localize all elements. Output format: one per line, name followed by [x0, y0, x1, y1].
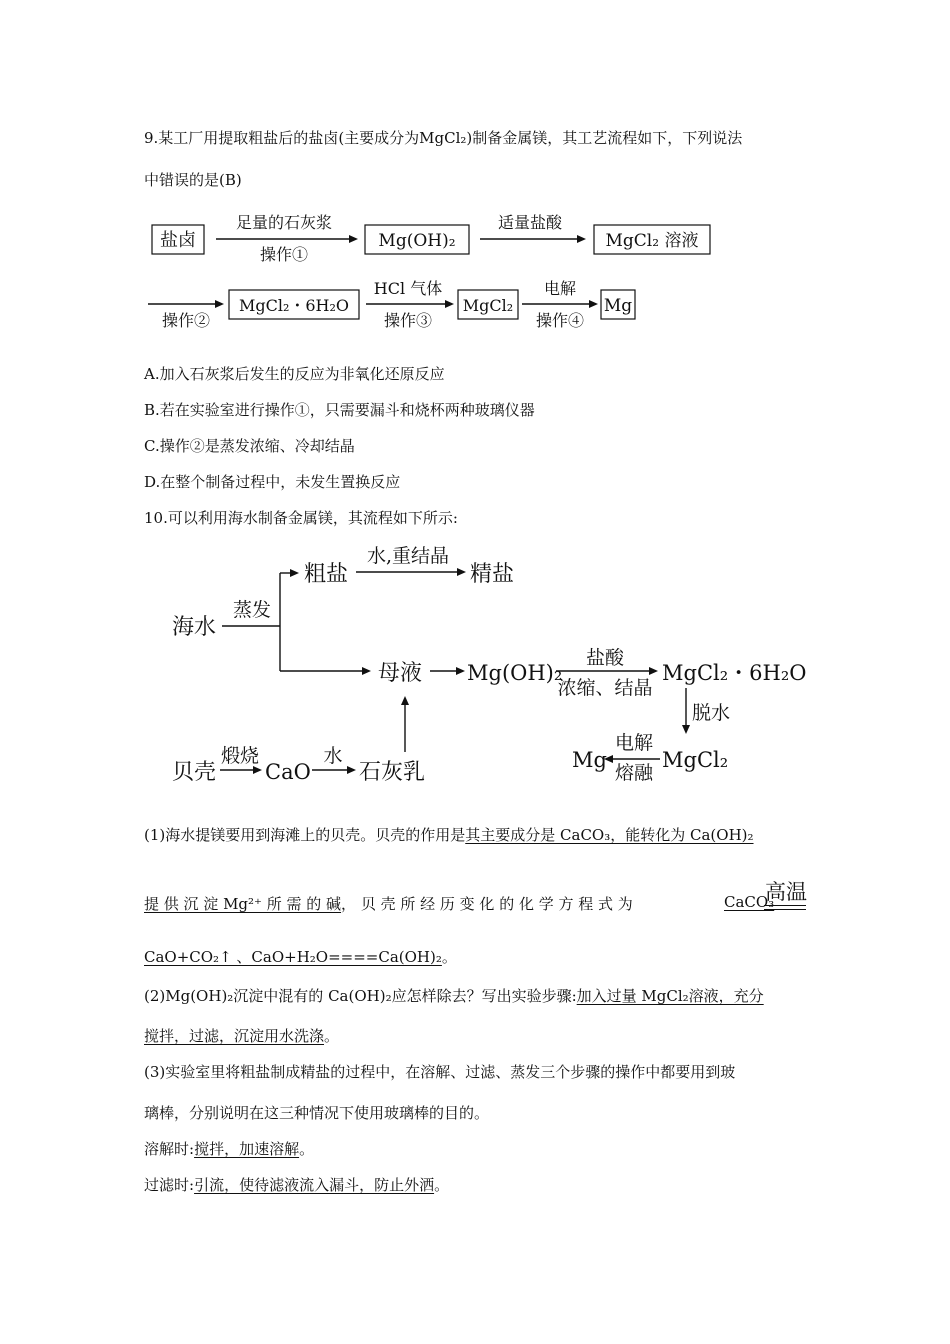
q10-label-recrystal: 水,重结晶	[366, 545, 450, 567]
q10-p3-line2: 璃棒，分别说明在这三种情况下使用玻璃棒的目的。	[144, 1104, 490, 1122]
q10-dissolve-end: 。	[299, 1140, 315, 1158]
q9-node-brine: 盐卤	[160, 230, 196, 251]
q10-label-dehydrate: 脱水	[692, 702, 731, 724]
q9-option-a: A.加入石灰浆后发生的反应为非氧化还原反应	[144, 365, 445, 383]
q10-node-shell: 贝壳	[172, 760, 217, 785]
q10-node-mother-liquor: 母液	[378, 661, 423, 686]
q10-p1-a: (1)海水提镁要用到海滩上的贝壳。贝壳的作用是	[144, 826, 466, 844]
q9-arrow1-top: 足量的石灰浆	[235, 213, 333, 232]
q10-filter-answer: 引流，使待滤液流入漏斗，防止外洒	[194, 1176, 435, 1194]
q10-node-cao: CaO	[265, 760, 311, 784]
q10-p1-end: 。	[441, 948, 457, 966]
q9-option-c: C.操作②是蒸发浓缩、冷却结晶	[144, 437, 355, 455]
q10-p2-answer-1: 加入过量 MgCl₂溶液，充分	[576, 987, 764, 1005]
q10-node-mg: Mg	[572, 748, 607, 772]
q10-p2-end: 。	[324, 1027, 340, 1045]
q9-arrow5-bottom: 操作④	[535, 311, 585, 330]
q9-stem-line1: 9.某工厂用提取粗盐后的盐卤(主要成分为MgCl₂)制备金属镁，其工艺流程如下，下列说法	[144, 129, 743, 147]
q10-label-calcine: 煅烧	[220, 745, 260, 767]
q9-arrow1-bottom: 操作①	[259, 245, 309, 264]
q10-label-evaporate: 蒸发	[232, 599, 272, 621]
q9-option-b: B.若在实验室进行操作①，只需要漏斗和烧杯两种玻璃仪器	[144, 401, 535, 419]
q10-filter-label: 过滤时:	[144, 1176, 195, 1194]
q10-dissolve-label: 溶解时:	[144, 1140, 195, 1158]
q10-p1-eq-right: CaO+CO₂↑ 、CaO+H₂O====Ca(OH)₂	[144, 948, 442, 966]
q9-node-mgcl2: MgCl₂	[462, 296, 514, 315]
q9-node-hydrate: MgCl₂・6H₂O	[238, 296, 350, 315]
q9-arrow3-bottom: 操作②	[161, 311, 211, 330]
q10-p2-a: (2)Mg(OH)₂沉淀中混有的 Ca(OH)₂应怎样除去？写出实验步骤:	[144, 987, 577, 1005]
q10-p3-line1: (3)实验室里将粗盐制成精盐的过程中，在溶解、过滤、蒸发三个步骤的操作中都要用到玻	[144, 1063, 736, 1081]
q9-arrow4-top: HCl 气体	[373, 279, 443, 298]
q10-p1-eq-left: CaCO₃	[724, 893, 775, 911]
q10-p1-answer-2: 提 供 沉 淀 Mg²⁺ 所 需 的 碱	[144, 895, 342, 913]
q10-stem: 10.可以利用海水制备金属镁，其流程如下所示:	[144, 509, 458, 527]
q10-p1-eq-sign	[764, 905, 806, 910]
q10-label-melt: 熔融	[614, 762, 654, 784]
q10-label-electrolysis: 电解	[614, 732, 654, 754]
q10-node-mgoh2: Mg(OH)₂	[467, 661, 563, 685]
q10-node-mgcl2-hydrate: MgCl₂・6H₂O	[662, 661, 807, 685]
q10-label-concentrate: 浓缩、结晶	[557, 677, 653, 699]
q10-filter-end: 。	[434, 1176, 450, 1194]
q9-node-mgoh2: Mg(OH)₂	[378, 231, 456, 251]
q9-arrow5-top: 电解	[543, 279, 577, 298]
q9-arrow2-top: 适量盐酸	[497, 213, 563, 232]
q10-node-crude-salt: 粗盐	[304, 562, 349, 587]
q10-p1-d: ， 贝 壳 所 经 历 变 化 的 化 学 方 程 式 为	[341, 895, 633, 913]
q9-stem-line2: 中错误的是(B)	[144, 171, 242, 189]
q10-p2-answer-2: 搅拌，过滤，沉淀用水洗涤	[144, 1027, 325, 1045]
q10-label-hcl: 盐酸	[585, 647, 625, 669]
q10-p1-answer-1: 其主要成分是 CaCO₃，能转化为 Ca(OH)₂	[465, 826, 754, 844]
q10-node-limemilk: 石灰乳	[359, 760, 426, 785]
q10-node-mgcl2: MgCl₂	[662, 748, 729, 772]
q9-option-d: D.在整个制备过程中，未发生置换反应	[144, 473, 401, 491]
q9-node-mgcl2-solution: MgCl₂ 溶液	[605, 231, 699, 251]
q9-arrow4-bottom: 操作③	[383, 311, 433, 330]
q10-p1-eq-cond: 高温	[765, 880, 807, 904]
q9-node-mg: Mg	[603, 296, 633, 316]
q10-node-seawater: 海水	[172, 615, 217, 640]
q10-dissolve-answer: 搅拌，加速溶解	[194, 1140, 300, 1158]
q10-label-water: 水	[323, 745, 343, 767]
q10-node-fine-salt: 精盐	[470, 562, 515, 587]
